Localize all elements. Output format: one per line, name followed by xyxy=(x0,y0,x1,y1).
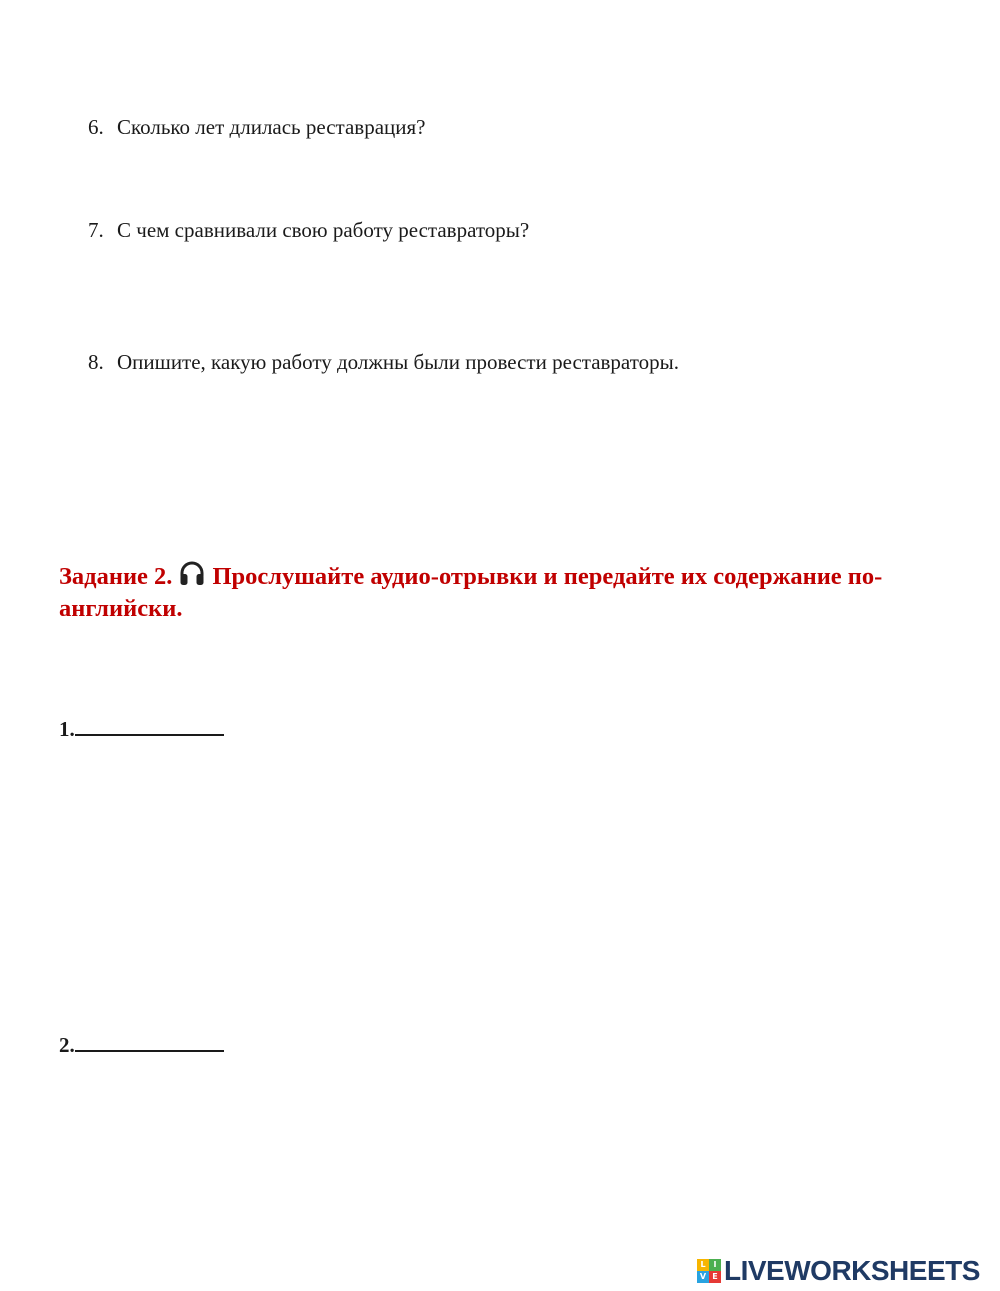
question-text: Опишите, какую работу должны были провести реставраторы. xyxy=(117,350,679,374)
answer-blank-line[interactable] xyxy=(75,714,224,736)
question-number: 8. xyxy=(88,350,104,374)
answer-1 xyxy=(59,714,224,742)
liveworksheets-brand xyxy=(697,1256,980,1286)
headphones-icon[interactable] xyxy=(178,559,206,587)
question-8 xyxy=(88,349,679,375)
answer-label: 1. xyxy=(59,717,75,741)
task-instruction: Прослушайте аудио-отрывки и передайте их содержание по-английски. xyxy=(59,563,883,622)
question-number: 6. xyxy=(88,115,104,139)
task-2-heading xyxy=(59,559,959,625)
question-7 xyxy=(88,217,529,243)
answer-blank-line[interactable] xyxy=(75,1030,224,1052)
logo-letter: L xyxy=(697,1259,709,1271)
logo-letter: E xyxy=(709,1271,721,1283)
question-text: Сколько лет длилась реставрация? xyxy=(117,115,426,139)
brand-name: LIVEWORKSHEETS xyxy=(724,1255,980,1286)
answer-label: 2. xyxy=(59,1033,75,1057)
question-number: 7. xyxy=(88,218,104,242)
question-6 xyxy=(88,114,426,140)
logo-letter: V xyxy=(697,1271,709,1283)
logo-letter: I xyxy=(709,1259,721,1271)
liveworksheets-logo-icon xyxy=(697,1259,721,1283)
question-text: С чем сравнивали свою работу реставраторы? xyxy=(117,218,530,242)
answer-2 xyxy=(59,1030,224,1058)
task-title: Задание 2. xyxy=(59,563,173,590)
